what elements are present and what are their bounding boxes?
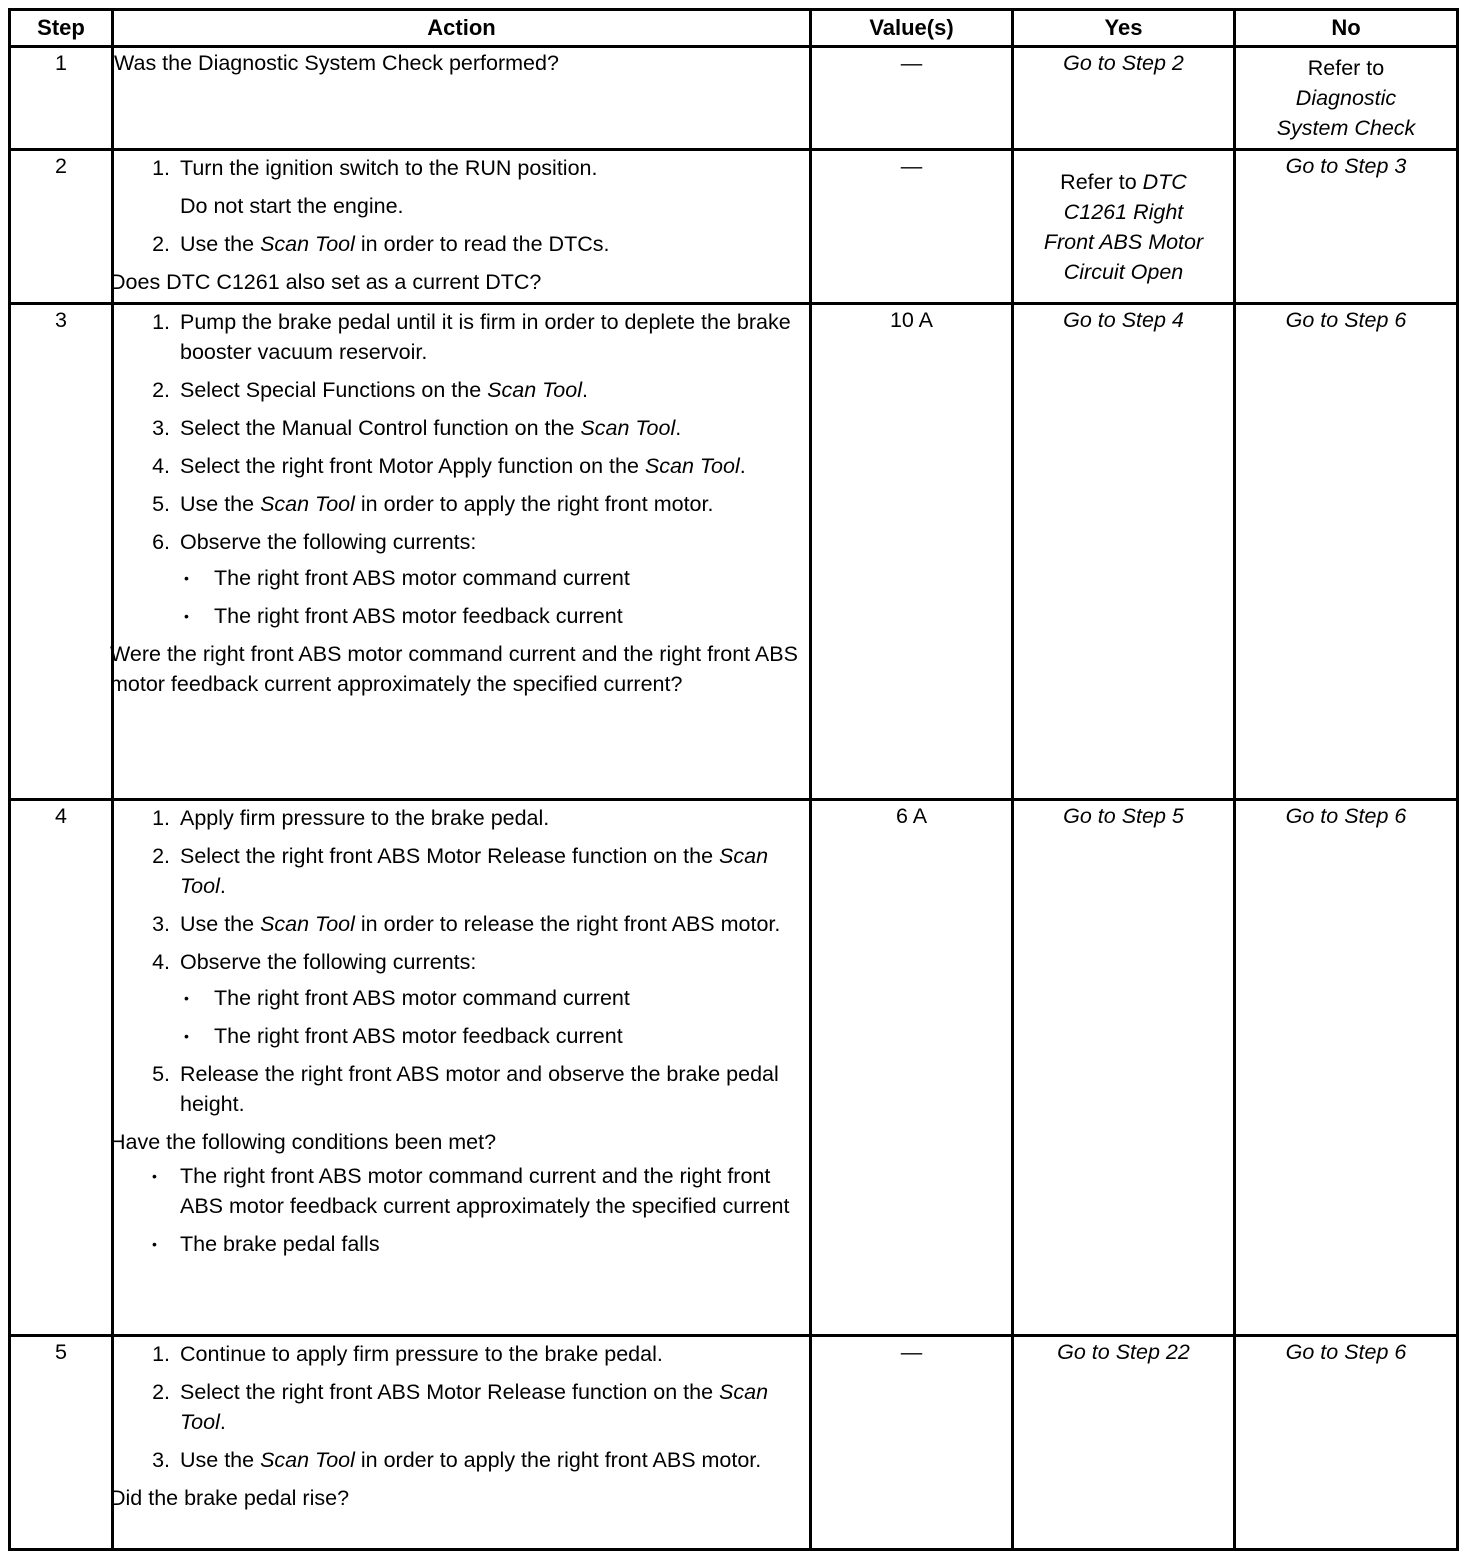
scan-tool-ref: Scan Tool xyxy=(180,844,769,898)
no-cell: Go to Step 3 xyxy=(1235,150,1458,304)
value-cell: 6 A xyxy=(811,800,1013,1336)
list-item: 3. Use the Scan Tool in order to apply the right front ABS motor. xyxy=(152,1448,762,1472)
procedure-list xyxy=(114,153,809,259)
action-cell xyxy=(110,150,811,304)
step-number: 3 xyxy=(10,304,113,800)
question-text: Did the brake pedal rise? xyxy=(110,1486,350,1510)
header-row xyxy=(10,10,1458,47)
table-row xyxy=(10,800,1458,1336)
table-row xyxy=(10,304,1458,800)
value-cell: 10 A xyxy=(811,304,1013,800)
list-item: 1. Pump the brake pedal until it is firm in order to deplete the brake booster vacuum reservoir. xyxy=(152,310,791,364)
header-yes: Yes xyxy=(1013,10,1235,47)
procedure-list xyxy=(114,307,809,631)
scan-tool-ref: Scan Tool xyxy=(260,912,355,936)
scan-tool-ref: Scan Tool xyxy=(487,378,582,402)
list-item: 2. Select Special Functions on the Scan Tool. xyxy=(152,378,588,402)
yes-ref-line: DTC xyxy=(1142,169,1187,194)
header-no: No xyxy=(1235,10,1458,47)
scan-tool-ref: Scan Tool xyxy=(260,1448,355,1472)
yes-cell: Go to Step 5 xyxy=(1013,800,1235,1336)
step-number: 5 xyxy=(10,1336,113,1550)
list-item: 5. Release the right front ABS motor and observe the brake pedal height. xyxy=(152,1062,779,1116)
table-row xyxy=(10,150,1458,304)
value-cell: — xyxy=(811,1336,1013,1550)
list-item: 1. Apply firm pressure to the brake pedal. xyxy=(152,806,550,830)
step-number: 1 xyxy=(10,47,113,150)
yes-ref-line: C1261 Right xyxy=(1063,199,1184,224)
header-action: Action xyxy=(113,10,811,47)
action-cell xyxy=(110,800,811,1336)
bullet-item: • The right front ABS motor feedback current xyxy=(180,1021,809,1051)
scan-tool-ref: Scan Tool xyxy=(644,454,740,478)
header-step: Step xyxy=(10,10,113,47)
list-item: 2. Use the Scan Tool in order to read the DTCs. xyxy=(152,232,610,256)
scan-tool-ref: Scan Tool xyxy=(260,492,355,516)
yes-cell: Go to Step 4 xyxy=(1013,304,1235,800)
scan-tool-ref: Scan Tool xyxy=(180,1380,769,1434)
list-item: 4. Observe the following currents: • The right front ABS motor command current • The right front ABS motor feedback current xyxy=(114,947,809,1051)
header-values: Value(s) xyxy=(811,10,1013,47)
table-row xyxy=(10,47,1458,150)
yes-refer-prefix: Refer to xyxy=(1060,169,1143,194)
value-cell: — xyxy=(811,47,1013,150)
no-cell: Go to Step 6 xyxy=(1235,304,1458,800)
yes-ref-line: Circuit Open xyxy=(1063,259,1184,284)
condition-item: • The brake pedal falls xyxy=(114,1229,809,1259)
procedure-list xyxy=(114,1339,809,1475)
list-item: 1. Turn the ignition switch to the RUN position. xyxy=(152,156,598,180)
list-item: 2. Select the right front ABS Motor Release function on the Scan Tool. xyxy=(152,844,769,898)
no-cell: Go to Step 6 xyxy=(1235,800,1458,1336)
no-refer-prefix: Refer to xyxy=(1307,56,1385,80)
yes-ref-line: Front ABS Motor xyxy=(1043,229,1204,254)
action-cell xyxy=(113,47,811,150)
list-item: 2. Select the right front ABS Motor Release function on the Scan Tool. xyxy=(152,1380,769,1434)
diagnostic-table xyxy=(8,8,1459,1551)
no-ref-line: System Check xyxy=(1276,116,1416,140)
yes-cell: Go to Step 2 xyxy=(1013,47,1235,150)
bullet-item: • The right front ABS motor command current xyxy=(180,983,809,1013)
no-cell: Go to Step 6 xyxy=(1235,1336,1458,1550)
bullet-list xyxy=(180,563,809,631)
action-cell xyxy=(110,304,811,800)
scan-tool-ref: Scan Tool xyxy=(260,232,355,256)
yes-cell: Go to Step 22 xyxy=(1013,1336,1235,1550)
no-ref-line: Diagnostic xyxy=(1295,86,1397,110)
question-text: Were the right front ABS motor command current and the right front ABS motor feedback current approximately the specified current? xyxy=(110,642,798,696)
condition-list xyxy=(114,1161,809,1259)
step-number: 2 xyxy=(10,150,113,304)
bullet-item: • The right front ABS motor feedback current xyxy=(180,601,809,631)
list-item: Do not start the engine. xyxy=(180,194,404,218)
question-text: Was the Diagnostic System Check performed? xyxy=(114,51,559,75)
value-cell: — xyxy=(811,150,1013,304)
no-cell xyxy=(1235,47,1458,150)
condition-item: • The right front ABS motor command current and the right front ABS motor feedback current approximately the specified current xyxy=(114,1161,809,1221)
question-text: Have the following conditions been met? xyxy=(110,1130,497,1154)
table-row xyxy=(10,1336,1458,1550)
list-item: 5. Use the Scan Tool in order to apply the right front motor. xyxy=(152,492,714,516)
scan-tool-ref: Scan Tool xyxy=(580,416,676,440)
step-number: 4 xyxy=(10,800,113,1336)
bullet-list xyxy=(180,983,809,1051)
list-item: 6. Observe the following currents: • The right front ABS motor command current • The right front ABS motor feedback current xyxy=(114,527,809,631)
list-item: 3. Use the Scan Tool in order to release the right front ABS motor. xyxy=(152,912,781,936)
list-item: 4. Select the right front Motor Apply function on the Scan Tool. xyxy=(152,454,746,478)
yes-cell xyxy=(1013,150,1235,304)
list-item: 3. Select the Manual Control function on the Scan Tool. xyxy=(152,416,682,440)
question-text: Does DTC C1261 also set as a current DTC? xyxy=(110,270,542,294)
bullet-item: • The right front ABS motor command current xyxy=(180,563,809,593)
action-cell xyxy=(110,1336,811,1550)
list-item: 1. Continue to apply firm pressure to the brake pedal. xyxy=(152,1342,663,1366)
procedure-list xyxy=(114,803,809,1119)
